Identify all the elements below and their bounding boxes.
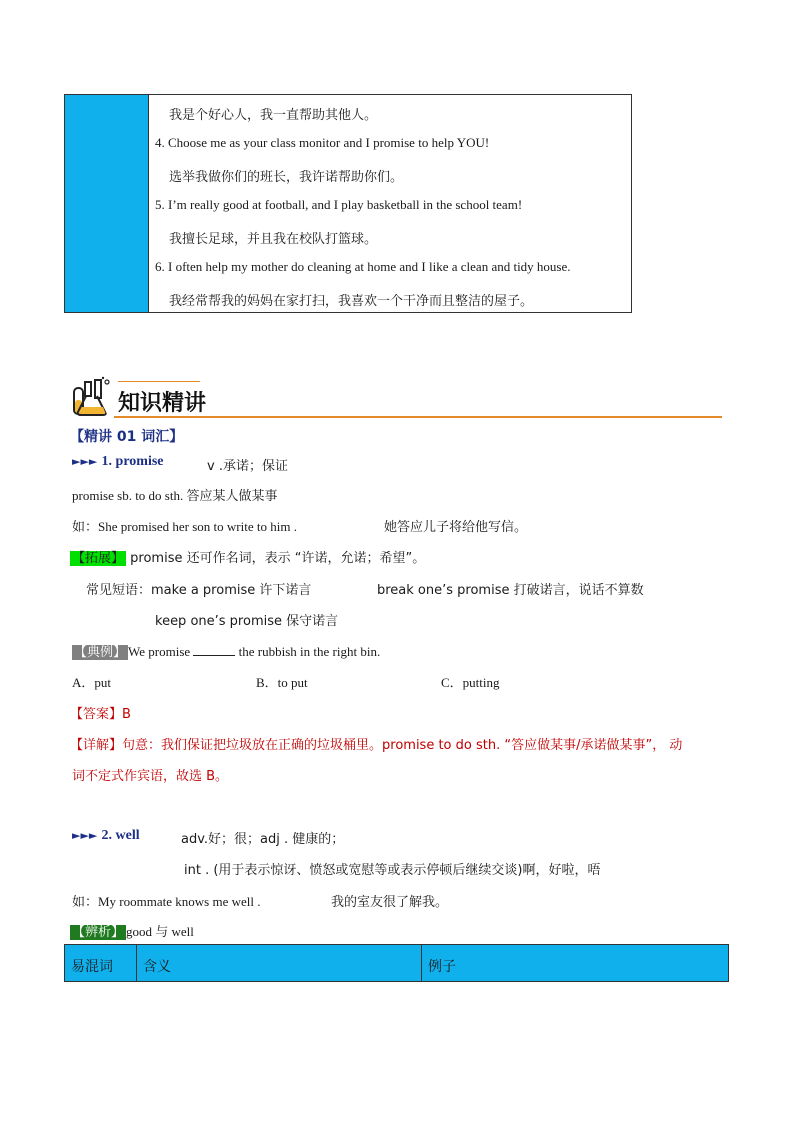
header-cell-meaning: 含义	[137, 945, 422, 981]
arrow-icon: ►►►	[72, 455, 98, 468]
analysis-line	[70, 921, 194, 940]
detail-line-2: 词不定式作宾语，故选 B。	[72, 769, 229, 784]
header-cell-example: 例子	[428, 959, 456, 975]
header-rule	[114, 416, 722, 418]
common-phrase-make: 常见短语：make a promise 许下诺言	[86, 583, 312, 598]
comparison-table-header	[64, 944, 729, 982]
analysis-text: good 与 well	[126, 924, 194, 939]
table-line-6: 6. I often help my mother do cleaning at home and I like a clean and tidy house.	[155, 259, 571, 274]
header-cell-word: 易混词	[65, 945, 137, 981]
table-line-3: 选举我做你们的班长，我许诺帮助你们。	[169, 170, 404, 185]
option-c: C．putting	[441, 675, 500, 690]
word1-pos: v .承诺；保证	[207, 459, 288, 474]
word1-phrase: promise sb. to do sth. 答应某人做某事	[72, 488, 278, 503]
table-line-1: 我是个好心人，我一直帮助其他人。	[169, 108, 378, 123]
lecture-title: 【精讲 01 词汇】	[70, 429, 184, 445]
arrow-icon: ►►►	[72, 829, 98, 842]
word1-example-zh: 她答应儿子将给他写信。	[384, 520, 528, 535]
word2-pos-1: adv.好；很；adj . 健康的；	[181, 832, 345, 847]
example-tag: 【典例】	[74, 645, 127, 660]
detail-text-1: 句意：我们保证把垃圾放在正确的垃圾桶里。promise to do sth. “答应做某事/承诺做某事”， 动	[122, 738, 683, 753]
question-after: the rubbish in the right bin.	[238, 644, 381, 659]
table-line-5: 我擅长足球，并且我在校队打篮球。	[169, 232, 378, 247]
word1-header	[72, 454, 164, 470]
option-a: A．put	[72, 675, 112, 690]
lab-flask-icon	[70, 376, 112, 416]
word2-headword: 2. well	[101, 828, 140, 843]
answer-blank	[193, 644, 235, 656]
table-left-cell	[65, 95, 149, 312]
section-header	[70, 376, 722, 418]
top-table	[64, 94, 632, 313]
analysis-tag: 【辨析】	[72, 925, 125, 940]
common-phrase-keep: keep one’s promise 保守诺言	[155, 614, 339, 629]
word2-pos-2: int . (用于表示惊讶、愤怒或宽慰等或表示停顿后继续交谈)啊，好啦，唔	[184, 863, 601, 878]
common-phrase-break: break one’s promise 打破诺言，说话不算数	[377, 583, 644, 598]
word1-example-en: 如：She promised her son to write to him .	[72, 519, 297, 534]
header-short-rule	[118, 381, 200, 382]
extension-line	[70, 547, 425, 566]
option-b: B．to put	[256, 675, 308, 690]
example-question	[72, 641, 380, 660]
word2-header	[72, 828, 140, 844]
detail-line-1	[70, 734, 682, 753]
answer-tag: 【答案】	[70, 707, 123, 722]
section-title: 知识精讲	[118, 391, 207, 416]
answer-line	[70, 703, 131, 722]
detail-tag: 【详解】	[70, 738, 123, 753]
extension-text: promise 还可作名词，表示 “许诺，允诺；希望”。	[130, 551, 426, 566]
word2-example-zh: 我的室友很了解我。	[331, 895, 449, 910]
answer-value: B	[122, 707, 131, 722]
table-line-2: 4. Choose me as your class monitor and I promise to help YOU!	[155, 135, 490, 150]
extension-tag: 【拓展】	[72, 551, 125, 566]
table-line-7: 我经常帮我的妈妈在家打扫，我喜欢一个干净而且整洁的屋子。	[169, 294, 534, 309]
table-line-4: 5. I’m really good at football, and I play basketball in the school team!	[155, 197, 523, 212]
word1-headword: 1. promise	[101, 454, 164, 469]
question-before: We promise	[128, 644, 191, 659]
word2-example-en: 如：My roommate knows me well .	[72, 894, 261, 909]
